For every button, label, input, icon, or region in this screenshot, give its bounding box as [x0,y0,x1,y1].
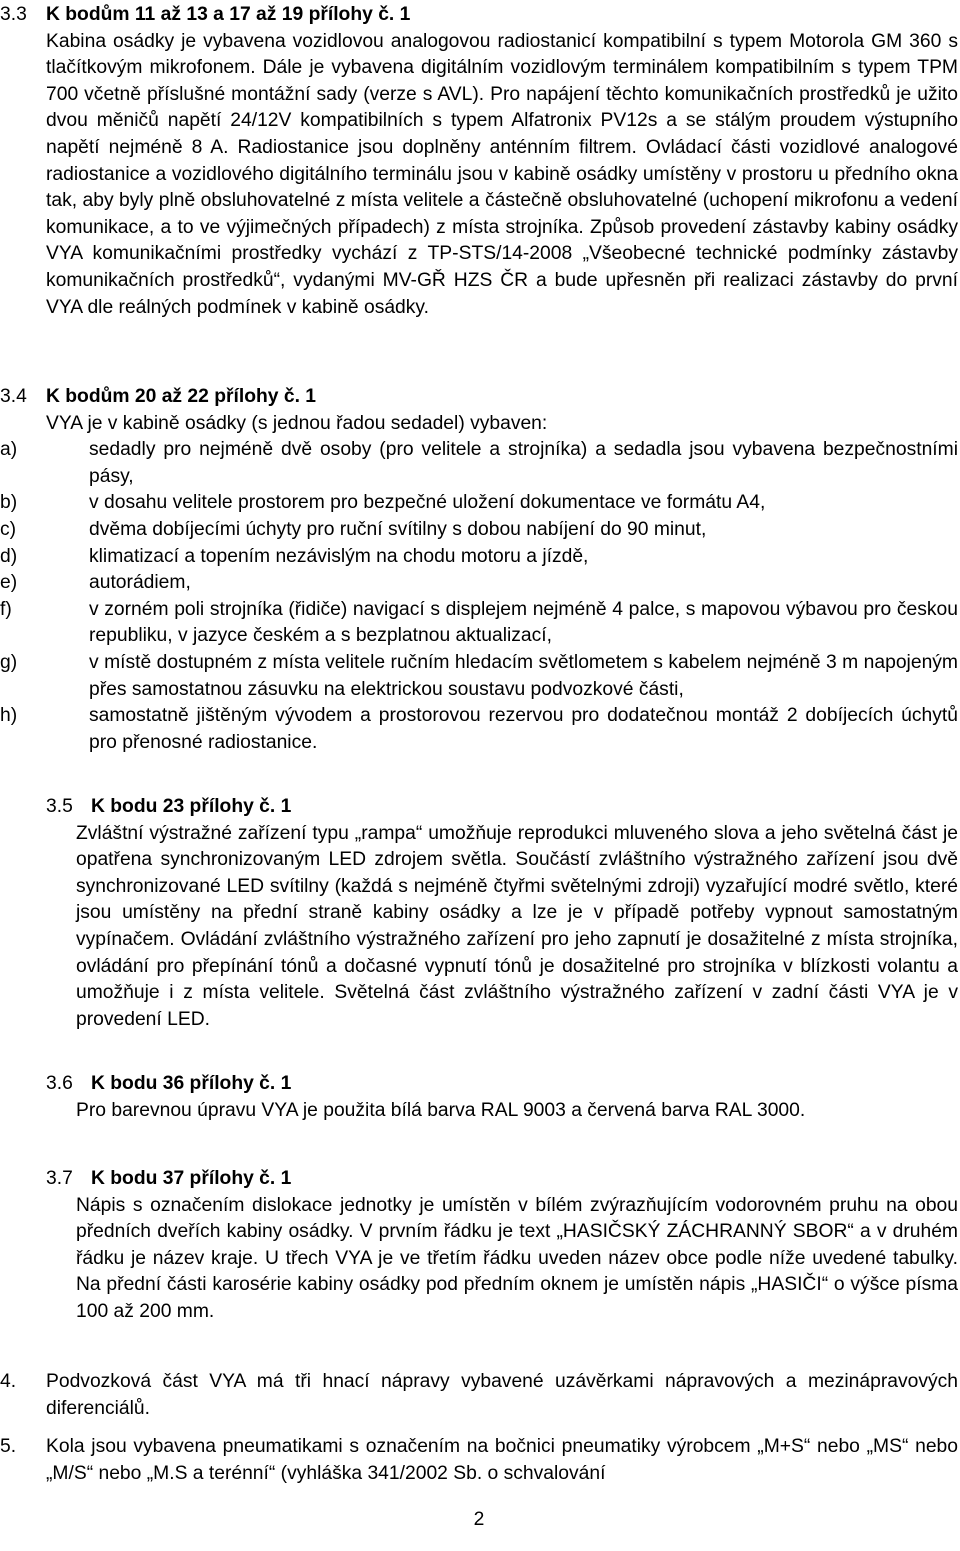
section-number: 3.6 [46,1073,73,1094]
list-item-text: v zorném poli strojníka (řidiče) navigací s displejem nejméně 4 palce, s mapovou výbavou pro českou republiku, v jazyce českém a s bezplatnou aktualizací, [89,598,958,647]
section-heading [0,384,958,411]
list-item [0,517,958,544]
section-4 [0,1369,958,1422]
list-item-text: klimatizací a topením nezávislým na chodu motoru a jízdě, [89,545,589,567]
section-heading [0,1071,958,1098]
section-number: 3.5 [46,796,73,817]
section-title: K bodu 36 přílohy č. 1 [91,1073,292,1094]
list-item-label: e) [0,572,18,594]
section-number: 3.3 [0,4,27,25]
section-title: K bodům 11 až 13 a 17 až 19 přílohy č. 1 [46,4,411,25]
list-item-label: d) [0,545,18,567]
list-item [0,650,958,703]
list-item [0,544,958,571]
section-number: 3.7 [46,1168,73,1189]
section-3-6 [0,1071,958,1124]
page-number: 2 [473,1509,485,1530]
section-heading [0,1166,958,1193]
section-3-4 [0,384,958,756]
section-number: 4. [0,1371,17,1392]
section-3-7 [0,1166,958,1326]
section-title: K bodu 23 přílohy č. 1 [91,796,292,817]
list-item-label: c) [0,518,17,540]
list-item-text: v místě dostupném z místa velitele ručním hledacím světlometem s kabelem nejméně 3 m napojeným přes samostatnou zásuvku na elektrickou soustavu podvozkové části, [89,651,958,700]
section-paragraph: Kola jsou vybavena pneumatikami s označením na bočnici pneumatiky výrobcem „M+S“ nebo „MS“ nebo „M/S“ nebo „M.S a terénní“ (vyhláška 341/2002 Sb. o schvalování [46,1436,958,1484]
list-item-label: g) [0,651,18,673]
section-5 [0,1434,958,1487]
list-item [0,437,958,490]
numbered-paragraph [0,1434,958,1487]
list-item-label: f) [0,598,12,620]
section-intro: VYA je v kabině osádky (s jednou řadou sedadel) vybaven: [46,412,548,434]
section-paragraph: Nápis s označením dislokace jednotky je umístěn v bílém zvýrazňujícím vodorovném pruhu na obou předních dveřích kabiny osádky. V prvním řádku je text „HASIČSKÝ ZÁCHRANNÝ SBOR“ a v druhém řádku je název kraje. U třech VYA je ve třetím řádku uveden název obce podle níže uvedené tabulky. Na přední části karosérie kabiny osádky pod předním oknem je umístěn nápis „HASIČI“ o výšce písma 100 až 200 mm. [76,1194,958,1322]
list-item-text: samostatně jištěným vývodem a prostorovou rezervou pro dodatečnou montáž 2 dobíjecích úchytů pro přenosné radiostanice. [89,705,958,753]
list-item [0,570,958,597]
section-heading [0,2,958,29]
list-item [0,597,958,650]
section-heading [0,794,958,821]
list-item [0,703,958,756]
list-item-text: dvěma dobíjecími úchyty pro ruční svítilny s dobou nabíjení do 90 minut, [89,518,707,540]
section-paragraph: Podvozková část VYA má tři hnací nápravy vybavené uzávěrkami nápravových a mezinápravových diferenciálů. [46,1371,958,1419]
section-paragraph: Kabina osádky je vybavena vozidlovou analogovou radiostanicí kompatibilní s typem Motorola GM 360 s tlačítkovým mikrofonem. Dále je vybavena digitálním vozidlovým terminálem kompatibilním s typem TPM 700 včetně příslušné montážní sady (verze s AVL). Pro napájení těchto komunikačních prostředků je užito dvou měničů napětí 24/12V kompatibilních s typem Alfatronix PV12s a se stálým proudem výstupního napětí nejméně 8 A. Radiostanice jsou doplněny anténním filtrem. Ovládací části vozidlové analogové radiostanice a vozidlového digitálního terminálu jsou v kabině osádky umístěny v prostoru u předního okna tak, aby byly plně obsluhovatelné z místa velitele a částečně obsluhovatelné (uchopení mikrofonu a vedení komunikace, a to ve výjimečných případech) z místa strojníka. Způsob provedení zástavby kabiny osádky VYA komunikačními prostředky vychází z TP-STS/14-2008 „Všeobecné technické podmínky zástavby komunikačních prostředků“, vydanými MV-GŘ HZS ČR a bude upřesněn při realizaci zástavby do první VYA dle reálných podmínek v kabině osádky. [46,30,958,318]
section-paragraph: Pro barevnou úpravu VYA je použita bílá barva RAL 9003 a červená barva RAL 3000. [76,1099,806,1121]
list-item-text: autorádiem, [89,572,191,594]
section-3-5 [0,794,958,1033]
list-item-text: sedadly pro nejméně dvě osoby (pro velitele a strojníka) a sedadla jsou vybavena bezpečnostními pásy, [89,439,958,487]
section-paragraph: Zvláštní výstražné zařízení typu „rampa“ umožňuje reprodukci mluveného slova a jeho světelná část je opatřena synchronizovaným LED zdrojem světla. Součástí zvláštního výstražného zařízení jsou dvě synchronizované LED svítilny (každá s nejméně čtyřmi světelnými zdroji) vyzařující modré světlo, které jsou umístěny na přední straně kabiny osádky a lze je v případě potřeby vypnout samostatným vypínačem. Ovládání zvláštního výstražného zařízení pro jeho zapnutí je dosažitelné z místa strojníka, ovládání pro přepínání tónů a dočasné vypnutí tónů je dosažitelné pro strojníka v blízkosti volantu a umožňuje i z místa velitele. Světelná část zvláštního výstražného zařízení v zadní části VYA je v provedení LED. [76,822,958,1030]
section-number: 5. [0,1436,17,1457]
item-list [0,437,958,756]
numbered-paragraph [0,1369,958,1422]
list-item-label: a) [0,439,18,461]
list-item-label: h) [0,705,18,727]
section-title: K bodu 37 přílohy č. 1 [91,1168,292,1189]
list-item-text: v dosahu velitele prostorem pro bezpečné uložení dokumentace ve formátu A4, [89,492,766,514]
section-number: 3.4 [0,386,27,407]
list-item-label: b) [0,492,18,514]
section-title: K bodům 20 až 22 přílohy č. 1 [46,386,317,407]
section-3-3 [0,2,958,321]
list-item [0,490,958,517]
